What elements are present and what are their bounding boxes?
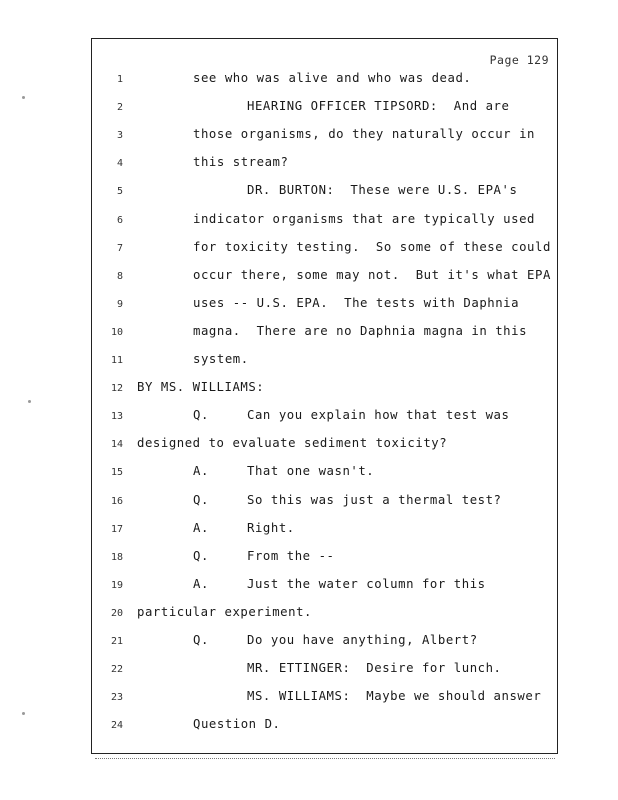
transcript-line (92, 493, 557, 513)
line-number: 11 (110, 355, 123, 366)
line-text: So this was just a thermal test? (247, 492, 502, 507)
margin-mark (22, 96, 25, 99)
line-number: 17 (110, 523, 123, 535)
qa-label: A. (193, 520, 209, 535)
line-number: 21 (110, 636, 123, 647)
page-number: Page 129 (489, 53, 549, 67)
line-text: From the -- (247, 548, 335, 563)
line-number: 12 (110, 383, 123, 395)
qa-label: Q. (193, 408, 209, 423)
line-text: magna. There are no Daphnia magna in this (193, 323, 528, 338)
line-text: indicator organisms that are typically used (193, 211, 535, 226)
line-number: 8 (116, 270, 123, 282)
transcript-line (92, 605, 557, 625)
line-text: designed to evaluate sediment toxicity? (137, 436, 448, 451)
line-text: HEARING OFFICER TIPSORD: And are (247, 99, 510, 114)
margin-mark (28, 400, 31, 403)
line-text: system. (193, 352, 249, 366)
line-number: 14 (110, 439, 123, 451)
line-text: MS. WILLIAMS: Maybe we should answer (247, 689, 542, 704)
line-number: 1 (116, 74, 123, 85)
line-text: Question D. (193, 717, 281, 732)
margin-mark (22, 712, 25, 715)
line-number: 23 (110, 692, 123, 704)
transcript-line (92, 464, 557, 484)
transcript-line (92, 155, 557, 175)
transcript-line (92, 689, 557, 709)
line-number: 24 (110, 720, 123, 732)
line-text: particular experiment. (137, 604, 312, 619)
transcript-line (92, 577, 557, 597)
line-text: see who was alive and who was dead. (193, 71, 472, 85)
transcript-line (92, 661, 557, 681)
transcript-line (92, 380, 557, 400)
line-number: 20 (110, 607, 123, 619)
line-number: 10 (110, 326, 123, 338)
transcript-line (92, 521, 557, 541)
transcript-line (92, 352, 557, 372)
line-text: uses -- U.S. EPA. The tests with Daphnia (193, 295, 520, 310)
transcript-line (92, 240, 557, 260)
transcript-line (92, 183, 557, 203)
line-text: That one wasn't. (247, 464, 375, 479)
line-number: 19 (110, 579, 123, 591)
line-text: Just the water column for this (247, 576, 486, 591)
transcript-line (92, 71, 557, 91)
line-number: 6 (116, 214, 123, 226)
transcript-line (92, 99, 557, 119)
qa-label: A. (193, 464, 209, 479)
transcript-line (92, 212, 557, 232)
line-number: 3 (116, 130, 123, 142)
transcript-line (92, 717, 557, 737)
qa-label: A. (193, 576, 209, 591)
qa-label: Q. (193, 548, 209, 563)
line-number: 7 (116, 242, 123, 254)
line-text: DR. BURTON: These were U.S. EPA's (247, 183, 518, 198)
line-number: 5 (116, 186, 123, 198)
line-text: Right. (247, 520, 295, 535)
line-number: 16 (110, 495, 123, 507)
transcript-line (92, 549, 557, 569)
transcript-line (92, 127, 557, 147)
line-text: those organisms, do they naturally occur in (193, 127, 535, 142)
line-number: 22 (110, 664, 123, 676)
footer-scan-noise (95, 758, 555, 763)
qa-label: Q. (193, 492, 209, 507)
line-number: 13 (110, 411, 123, 423)
transcript-line (92, 408, 557, 428)
line-text: Do you have anything, Albert? (247, 633, 478, 647)
line-number: 15 (110, 467, 123, 479)
line-text: Can you explain how that test was (247, 408, 510, 423)
line-text: this stream? (193, 155, 289, 170)
line-number: 2 (116, 102, 123, 114)
transcript-line (92, 324, 557, 344)
transcript-page (91, 38, 558, 754)
line-text: MR. ETTINGER: Desire for lunch. (247, 661, 502, 676)
line-number: 9 (116, 298, 123, 310)
transcript-line (92, 633, 557, 653)
transcript-line (92, 268, 557, 288)
line-number: 4 (116, 158, 123, 170)
transcript-line (92, 296, 557, 316)
line-text: for toxicity testing. So some of these could (193, 239, 551, 254)
line-text: occur there, some may not. But it's what EPA (193, 267, 551, 282)
transcript-line (92, 436, 557, 456)
line-number: 18 (110, 551, 123, 563)
qa-label: Q. (193, 633, 209, 647)
line-text: BY MS. WILLIAMS: (137, 380, 265, 395)
